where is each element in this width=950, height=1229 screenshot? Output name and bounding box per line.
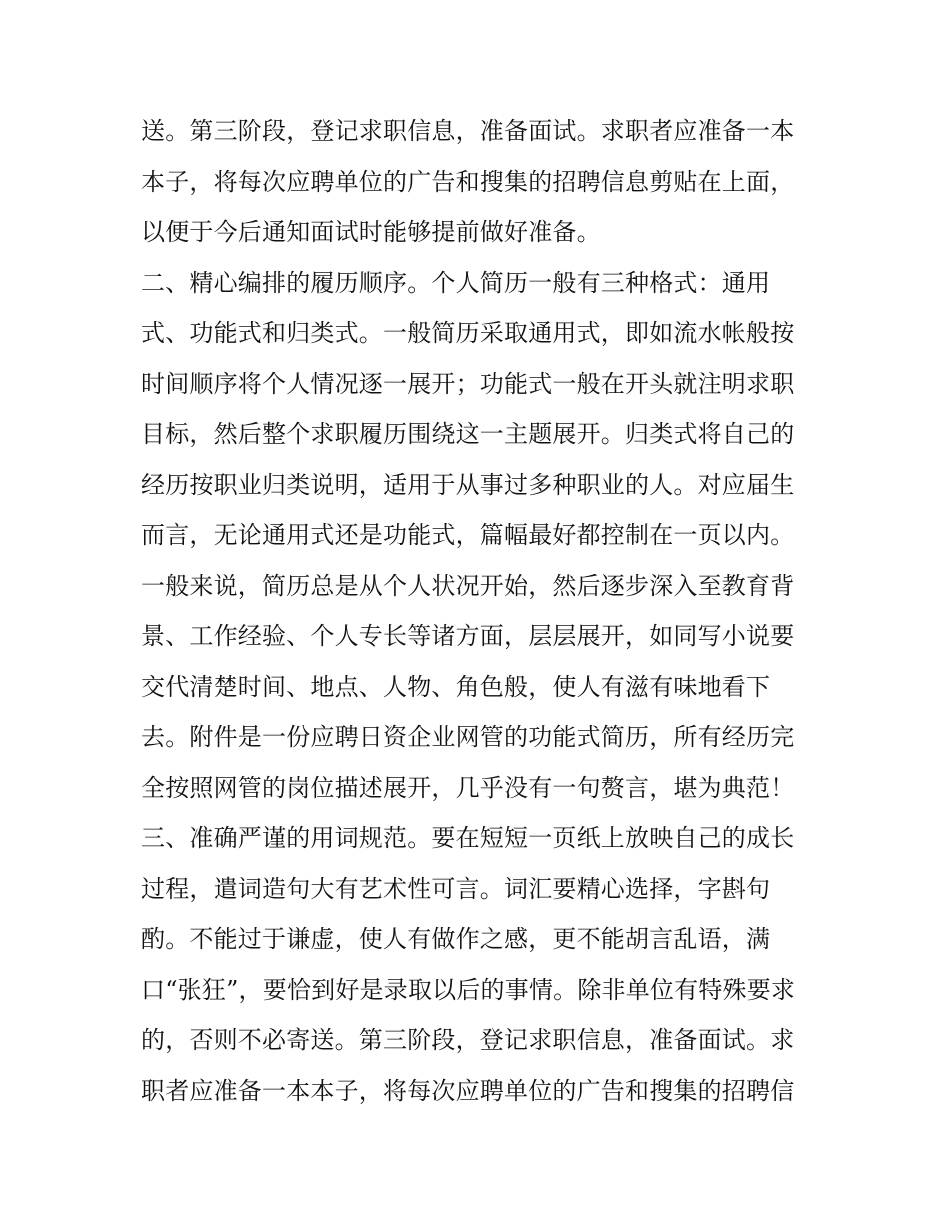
text-line: 本子，将每次应聘单位的广告和搜集的招聘信息剪贴在上面， (141, 167, 795, 196)
text-line: 职者应准备一本本子，将每次应聘单位的广告和搜集的招聘信 (141, 1076, 795, 1105)
text-line: 式、功能式和归类式。一般简历采取通用式，即如流水帐般按 (141, 319, 795, 347)
text-line: 时间顺序将个人情况逐一展开；功能式一般在开头就注明求职 (141, 369, 795, 398)
text-line: 过程，遣词造句大有艺术性可言。词汇要精心选择，字斟句 (141, 874, 771, 903)
text-line: 而言，无论通用式还是功能式，篇幅最好都控制在一页以内。 (141, 521, 795, 549)
text-line: 目标，然后整个求职履历围绕这一主题展开。归类式将自己的 (141, 420, 795, 448)
text-line: 送。第三阶段，登记求职信息，准备面试。求职者应准备一本 (141, 117, 795, 145)
text-line: 去。附件是一份应聘日资企业网管的功能式简历，所有经历完 (141, 723, 795, 751)
text-line: 的，否则不必寄送。第三阶段，登记求职信息，准备面试。求 (141, 1026, 795, 1054)
text-line: 口“张狂”，要恰到好是录取以后的事情。除非单位有特殊要求 (141, 975, 796, 1004)
text-line: 全按照网管的岗位描述展开，几乎没有一句赘言，堪为典范！ (141, 773, 795, 802)
text-line: 二、精心编排的履历顺序。个人简历一般有三种格式：通用 (141, 268, 771, 297)
text-line: 一般来说，简历总是从个人状况开始，然后逐步深入至教育背 (141, 571, 795, 600)
text-line: 三、准确严谨的用词规范。要在短短一页纸上放映自己的成长 (141, 824, 795, 852)
text-line: 以便于今后通知面试时能够提前做好准备。 (141, 218, 601, 246)
text-line: 经历按职业归类说明，适用于从事过多种职业的人。对应届生 (141, 470, 795, 499)
text-line: 景、工作经验、个人专长等诸方面，层层展开，如同写小说要 (141, 622, 795, 650)
text-line: 交代清楚时间、地点、人物、角色般，使人有滋有味地看下 (141, 672, 771, 701)
text-line: 酌。不能过于谦虚，使人有做作之感，更不能胡言乱语，满 (141, 925, 771, 953)
body-text (141, 106, 821, 1116)
